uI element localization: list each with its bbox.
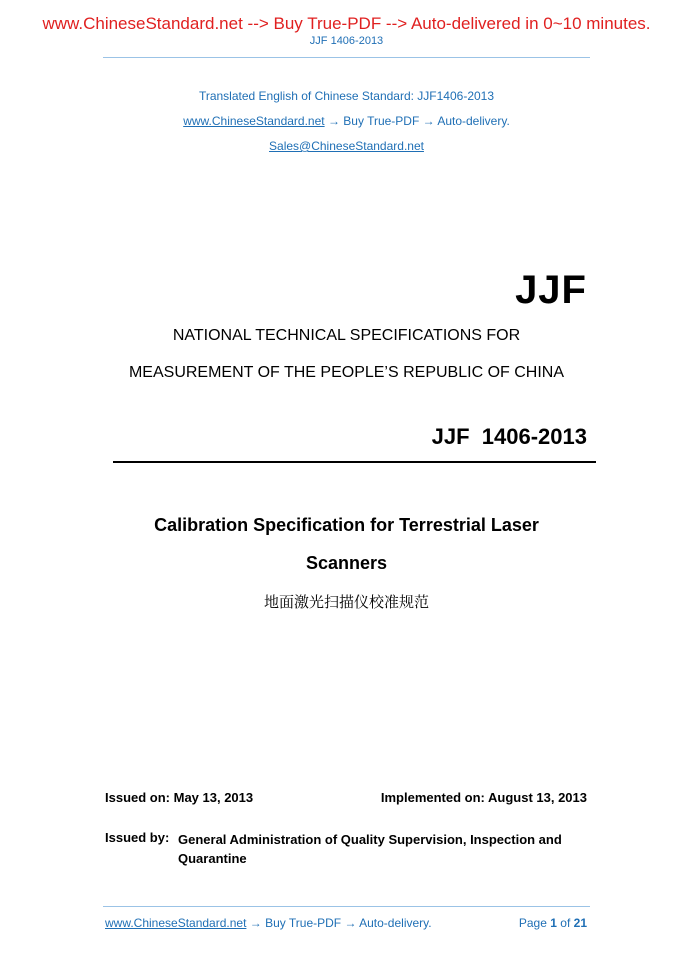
issued-on-date: Issued on: May 13, 2013: [105, 790, 254, 805]
implemented-on-date: Implemented on: August 13, 2013: [380, 790, 587, 805]
title-divider: [113, 461, 596, 463]
intro-links-line: [0, 114, 693, 128]
issued-by-value: General Administration of Quality Supervision, Inspection and Quarantine: [178, 832, 562, 866]
page-total: 21: [573, 916, 587, 930]
buy-text: → Buy True-PDF → Auto-delivery.: [327, 114, 510, 128]
footer-buy-text: → Buy True-PDF → Auto-delivery.: [249, 916, 432, 930]
page-current: 1: [550, 916, 557, 930]
site-link[interactable]: www.ChineseStandard.net: [183, 114, 325, 128]
translated-notice: Translated English of Chinese Standard: JJF1406-2013: [198, 89, 495, 103]
document-title-chinese: 地面激光扫描仪校准规范: [263, 593, 429, 611]
standard-number: JJF 1406-2013: [431, 424, 587, 449]
page-label: Page: [518, 916, 547, 930]
national-spec-line-1: NATIONAL TECHNICAL SPECIFICATIONS FOR: [172, 327, 521, 344]
sales-line: [0, 139, 693, 153]
sales-email-link[interactable]: Sales@ChineseStandard.net: [269, 139, 424, 153]
document-title-line-1: Calibration Specification for Terrestrial Laser: [154, 515, 539, 535]
issued-by-label: Issued by:: [105, 830, 170, 845]
page-indicator: [519, 916, 587, 930]
document-title-line-2: Scanners: [305, 553, 388, 573]
footer-links: [105, 916, 432, 930]
national-spec-line-2: MEASUREMENT OF THE PEOPLE’S REPUBLIC OF CHINA: [128, 364, 565, 381]
jjf-logo: JJF: [515, 268, 587, 312]
page-of-label: of: [560, 916, 571, 930]
footer-site-link[interactable]: www.ChineseStandard.net: [105, 916, 247, 930]
footer-divider: [103, 906, 590, 907]
header-divider: [103, 57, 590, 58]
top-banner[interactable]: www.ChineseStandard.net --> Buy True-PDF --> Auto-delivered in 0~10 minutes.: [42, 14, 651, 33]
header-doc-code: JJF 1406-2013: [309, 35, 384, 47]
